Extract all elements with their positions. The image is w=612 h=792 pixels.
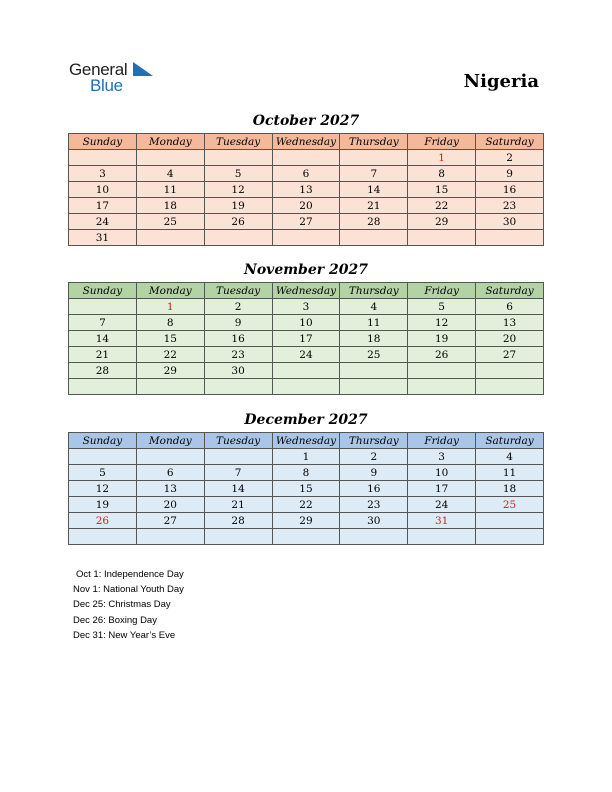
weekday-header: Sunday — [69, 283, 137, 299]
empty-day-cell — [136, 379, 204, 395]
empty-day-cell — [136, 230, 204, 246]
empty-day-cell — [136, 529, 204, 545]
day-cell: 11 — [340, 315, 408, 331]
empty-day-cell — [340, 529, 408, 545]
day-cell: 14 — [204, 481, 272, 497]
week-row — [69, 150, 544, 166]
weekday-header: Sunday — [69, 433, 137, 449]
day-cell: 6 — [272, 166, 340, 182]
day-cell: 10 — [69, 182, 137, 198]
empty-day-cell — [204, 529, 272, 545]
day-cell: 7 — [340, 166, 408, 182]
week-row — [69, 379, 544, 395]
empty-day-cell — [69, 529, 137, 545]
weekday-header: Monday — [136, 134, 204, 150]
day-cell: 3 — [408, 449, 476, 465]
day-cell: 13 — [476, 315, 544, 331]
holiday-note: Oct 1: Independence Day — [76, 569, 184, 580]
day-cell: 26 — [204, 214, 272, 230]
day-cell: 15 — [136, 331, 204, 347]
empty-day-cell — [272, 529, 340, 545]
day-cell: 21 — [69, 347, 137, 363]
day-cell: 19 — [69, 497, 137, 513]
day-cell: 1 — [408, 150, 476, 166]
day-cell: 16 — [204, 331, 272, 347]
weekday-header: Tuesday — [204, 283, 272, 299]
weekday-header: Friday — [408, 283, 476, 299]
empty-day-cell — [204, 449, 272, 465]
empty-day-cell — [476, 379, 544, 395]
week-row — [69, 214, 544, 230]
day-cell: 4 — [476, 449, 544, 465]
empty-day-cell — [204, 230, 272, 246]
empty-day-cell — [69, 379, 137, 395]
empty-day-cell — [204, 379, 272, 395]
weekday-header: Tuesday — [204, 134, 272, 150]
day-cell: 24 — [272, 347, 340, 363]
day-cell: 25 — [136, 214, 204, 230]
day-cell: 12 — [69, 481, 137, 497]
day-cell: 8 — [136, 315, 204, 331]
day-cell: 2 — [340, 449, 408, 465]
holiday-note: Dec 26: Boxing Day — [73, 614, 157, 626]
day-cell: 22 — [272, 497, 340, 513]
day-cell: 31 — [408, 513, 476, 529]
weekday-header-row — [69, 134, 544, 150]
day-cell: 28 — [340, 214, 408, 230]
empty-day-cell — [408, 529, 476, 545]
logo-triangle-icon — [133, 62, 153, 76]
day-cell: 28 — [69, 363, 137, 379]
week-row — [69, 198, 544, 214]
day-cell: 3 — [69, 166, 137, 182]
day-cell: 17 — [408, 481, 476, 497]
week-row — [69, 529, 544, 545]
day-cell: 18 — [476, 481, 544, 497]
day-cell: 5 — [69, 465, 137, 481]
day-cell: 30 — [476, 214, 544, 230]
day-cell: 12 — [204, 182, 272, 198]
empty-day-cell — [136, 449, 204, 465]
weekday-header: Saturday — [476, 283, 544, 299]
day-cell: 21 — [204, 497, 272, 513]
day-cell: 28 — [204, 513, 272, 529]
empty-day-cell — [272, 363, 340, 379]
day-cell: 20 — [272, 198, 340, 214]
day-cell: 24 — [408, 497, 476, 513]
day-cell: 23 — [204, 347, 272, 363]
week-row — [69, 331, 544, 347]
day-cell: 9 — [340, 465, 408, 481]
day-cell: 10 — [408, 465, 476, 481]
week-row — [69, 347, 544, 363]
holiday-notes — [73, 567, 184, 643]
day-cell: 6 — [136, 465, 204, 481]
empty-day-cell — [408, 379, 476, 395]
week-row — [69, 299, 544, 315]
weekday-header: Monday — [136, 433, 204, 449]
week-row — [69, 449, 544, 465]
week-row — [69, 230, 544, 246]
day-cell: 17 — [69, 198, 137, 214]
week-row — [69, 481, 544, 497]
month-title-december: December 2027 — [244, 412, 368, 428]
day-cell: 27 — [476, 347, 544, 363]
day-cell: 11 — [136, 182, 204, 198]
calendar-december — [68, 432, 544, 545]
empty-day-cell — [476, 529, 544, 545]
day-cell: 25 — [476, 497, 544, 513]
day-cell: 19 — [408, 331, 476, 347]
weekday-header: Thursday — [340, 283, 408, 299]
day-cell: 6 — [476, 299, 544, 315]
day-cell: 2 — [476, 150, 544, 166]
weekday-header: Wednesday — [272, 283, 340, 299]
empty-day-cell — [272, 230, 340, 246]
day-cell: 8 — [408, 166, 476, 182]
day-cell: 14 — [69, 331, 137, 347]
empty-day-cell — [408, 230, 476, 246]
weekday-header-row — [69, 283, 544, 299]
weekday-header: Friday — [408, 134, 476, 150]
day-cell: 5 — [204, 166, 272, 182]
day-cell: 9 — [204, 315, 272, 331]
day-cell: 17 — [272, 331, 340, 347]
weekday-header-row — [69, 433, 544, 449]
day-cell: 31 — [69, 230, 137, 246]
weekday-header: Sunday — [69, 134, 137, 150]
week-row — [69, 315, 544, 331]
empty-day-cell — [272, 379, 340, 395]
day-cell: 29 — [136, 363, 204, 379]
day-cell: 10 — [272, 315, 340, 331]
week-row — [69, 465, 544, 481]
empty-day-cell — [69, 299, 137, 315]
month-title-november: November 2027 — [244, 262, 368, 278]
logo — [69, 60, 169, 100]
day-cell: 30 — [340, 513, 408, 529]
week-row — [69, 513, 544, 529]
day-cell: 12 — [408, 315, 476, 331]
day-cell: 7 — [69, 315, 137, 331]
logo-text-general: General — [69, 60, 128, 79]
day-cell: 4 — [340, 299, 408, 315]
day-cell: 29 — [272, 513, 340, 529]
logo-text-blue: Blue — [90, 76, 123, 95]
day-cell: 21 — [340, 198, 408, 214]
empty-day-cell — [69, 449, 137, 465]
weekday-header: Friday — [408, 433, 476, 449]
weekday-header: Saturday — [476, 433, 544, 449]
weekday-header: Thursday — [340, 433, 408, 449]
empty-day-cell — [476, 363, 544, 379]
empty-day-cell — [340, 379, 408, 395]
holiday-note: Dec 31: New Year’s Eve — [73, 629, 176, 641]
holiday-note: Nov 1: National Youth Day — [73, 584, 184, 596]
empty-day-cell — [136, 150, 204, 166]
day-cell: 23 — [476, 198, 544, 214]
day-cell: 23 — [340, 497, 408, 513]
empty-day-cell — [340, 230, 408, 246]
day-cell: 29 — [408, 214, 476, 230]
day-cell: 26 — [69, 513, 137, 529]
day-cell: 9 — [476, 166, 544, 182]
day-cell: 1 — [272, 449, 340, 465]
day-cell: 13 — [136, 481, 204, 497]
country-title: Nigeria — [463, 71, 539, 92]
day-cell: 25 — [340, 347, 408, 363]
week-row — [69, 363, 544, 379]
day-cell: 19 — [204, 198, 272, 214]
week-row — [69, 497, 544, 513]
day-cell: 18 — [340, 331, 408, 347]
weekday-header: Wednesday — [272, 433, 340, 449]
empty-day-cell — [340, 150, 408, 166]
day-cell: 13 — [272, 182, 340, 198]
day-cell: 3 — [272, 299, 340, 315]
day-cell: 22 — [136, 347, 204, 363]
day-cell: 1 — [136, 299, 204, 315]
day-cell: 27 — [272, 214, 340, 230]
empty-day-cell — [204, 150, 272, 166]
day-cell: 2 — [204, 299, 272, 315]
day-cell: 15 — [272, 481, 340, 497]
empty-day-cell — [476, 513, 544, 529]
empty-day-cell — [408, 363, 476, 379]
week-row — [69, 166, 544, 182]
weekday-header: Tuesday — [204, 433, 272, 449]
weekday-header: Monday — [136, 283, 204, 299]
empty-day-cell — [272, 150, 340, 166]
empty-day-cell — [69, 150, 137, 166]
empty-day-cell — [476, 230, 544, 246]
day-cell: 16 — [340, 481, 408, 497]
day-cell: 5 — [408, 299, 476, 315]
day-cell: 22 — [408, 198, 476, 214]
day-cell: 24 — [69, 214, 137, 230]
holiday-note: Dec 25: Christmas Day — [73, 599, 171, 611]
day-cell: 16 — [476, 182, 544, 198]
day-cell: 18 — [136, 198, 204, 214]
day-cell: 20 — [476, 331, 544, 347]
month-title-october: October 2027 — [252, 113, 360, 129]
day-cell: 15 — [408, 182, 476, 198]
day-cell: 27 — [136, 513, 204, 529]
week-row — [69, 182, 544, 198]
weekday-header: Thursday — [340, 134, 408, 150]
calendar-october — [68, 133, 544, 246]
day-cell: 30 — [204, 363, 272, 379]
day-cell: 20 — [136, 497, 204, 513]
day-cell: 26 — [408, 347, 476, 363]
day-cell: 11 — [476, 465, 544, 481]
day-cell: 14 — [340, 182, 408, 198]
empty-day-cell — [340, 363, 408, 379]
day-cell: 7 — [204, 465, 272, 481]
weekday-header: Saturday — [476, 134, 544, 150]
day-cell: 4 — [136, 166, 204, 182]
weekday-header: Wednesday — [272, 134, 340, 150]
day-cell: 8 — [272, 465, 340, 481]
calendar-november — [68, 282, 544, 395]
